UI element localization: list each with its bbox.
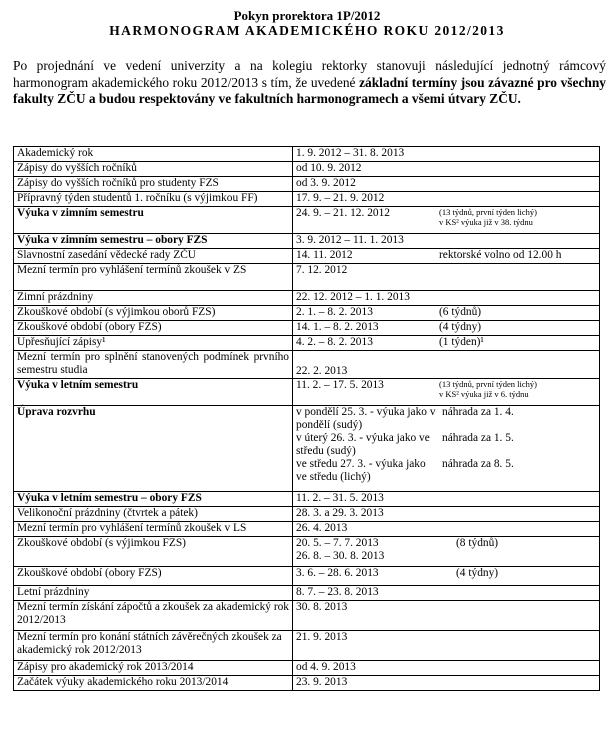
row-note: (4 týdny) <box>436 321 600 336</box>
schedule-table <box>13 146 600 691</box>
row-note: (6 týdnů) <box>436 306 600 321</box>
row-label: Velikonoční prázdniny (čtvrtek a pátek) <box>14 507 293 522</box>
row-label: Mezní termín získání zápočtů a zkoušek za akademický rok 2012/2013 <box>14 601 293 631</box>
row-label: Mezní termín pro konání státních závěrečných zkoušek za akademický rok 2012/2013 <box>14 631 293 661</box>
table-row <box>14 586 600 601</box>
date-line: 20. 5. – 7. 7. 2013 <box>296 537 379 549</box>
row-note <box>436 351 600 379</box>
adjustment-text: v úterý 26. 3. - výuka jako ve středu (sudý) <box>296 432 430 457</box>
row-date: od 4. 9. 2013 <box>293 661 437 676</box>
row-note: (8 týdnů) <box>436 537 600 567</box>
row-label: Letní prázdniny <box>14 586 293 601</box>
row-note <box>436 522 600 537</box>
row-label: Výuka v letním semestru <box>14 379 293 406</box>
table-row <box>14 492 600 507</box>
row-note <box>436 147 600 162</box>
table-row <box>14 291 600 306</box>
directive-title: Pokyn prorektora 1P/2012 <box>233 8 381 23</box>
row-date: 14. 1. – 8. 2. 2013 <box>293 321 437 336</box>
table-row <box>14 321 600 336</box>
row-date: 22. 12. 2012 – 1. 1. 2013 <box>293 291 437 306</box>
table-row <box>14 234 600 249</box>
table-row <box>14 336 600 351</box>
row-date: 30. 8. 2013 <box>293 601 437 631</box>
row-note <box>436 676 600 691</box>
adjustment-text: v pondělí 25. 3. - výuka jako v pondělí (sudý) <box>296 406 436 431</box>
table-row <box>14 379 600 406</box>
row-note <box>436 492 600 507</box>
row-note <box>436 379 600 406</box>
row-label: Zápisy do vyšších ročníků pro studenty FZS <box>14 177 293 192</box>
row-label: Zápisy do vyšších ročníků <box>14 162 293 177</box>
row-note <box>436 162 600 177</box>
row-date: od 3. 9. 2012 <box>293 177 437 192</box>
row-date: 1. 9. 2012 – 31. 8. 2013 <box>293 147 437 162</box>
row-date <box>293 537 437 567</box>
table-row <box>14 507 600 522</box>
row-date: 3. 9. 2012 – 11. 1. 2013 <box>293 234 437 249</box>
row-date: 17. 9. – 21. 9. 2012 <box>293 192 437 207</box>
row-label: Mezní termín pro splnění stanovených podmínek prvního semestru studia <box>14 351 293 379</box>
schedule-adjustment-cell <box>293 406 600 492</box>
row-date: 7. 12. 2012 <box>293 264 437 291</box>
table-row <box>14 661 600 676</box>
intro-bold-text: základní termíny jsou závazné pro všechny fakulty ZČU a budou respektovány ve fakultních harmonogramech a všemi útvary ZČU. <box>13 74 606 106</box>
row-date: 22. 2. 2013 <box>293 351 437 379</box>
table-row <box>14 406 600 492</box>
intro-text: Po projednání ve vedení univerzity a na kolegiu rektorky stanovuji následující jednotný rámcový harmonogram akademického roku 2012/2013 s tím, že uvedené <box>13 58 606 90</box>
row-date: 21. 9. 2013 <box>293 631 437 661</box>
row-note <box>436 234 600 249</box>
row-label: Zápisy pro akademický rok 2013/2014 <box>14 661 293 676</box>
row-date: 24. 9. – 21. 12. 2012 <box>293 207 437 234</box>
row-note: (1 týden)¹ <box>436 336 600 351</box>
table-row <box>14 522 600 537</box>
table-row <box>14 192 600 207</box>
row-label: Akademický rok <box>14 147 293 162</box>
row-date: 11. 2. – 17. 5. 2013 <box>293 379 437 406</box>
table-row <box>14 264 600 291</box>
note-line: (13 týdnů, první týden lichý) <box>439 379 537 389</box>
table-row <box>14 601 600 631</box>
table-row <box>14 567 600 586</box>
date-line: 26. 8. – 30. 8. 2013 <box>296 550 385 562</box>
table-row <box>14 306 600 321</box>
adjustment-text: ve středu 27. 3. - výuka jako ve středu (lichý) <box>296 458 426 483</box>
row-note <box>436 177 600 192</box>
row-label: Zimní prázdniny <box>14 291 293 306</box>
schedule-title: HARMONOGRAM AKADEMICKÉHO ROKU 2012/2013 <box>109 23 505 38</box>
row-note <box>436 586 600 601</box>
document-header <box>0 8 614 39</box>
row-date: 23. 9. 2013 <box>293 676 437 691</box>
row-note <box>436 207 600 234</box>
note-line: (13 týdnů, první týden lichý) <box>439 207 537 217</box>
row-note <box>436 601 600 631</box>
row-date: 2. 1. – 8. 2. 2013 <box>293 306 437 321</box>
row-date: 14. 11. 2012 <box>293 249 437 264</box>
row-label: Mezní termín pro vyhlášení termínů zkoušek v ZS <box>14 264 293 291</box>
row-label: Slavnostní zasedání vědecké rady ZČU <box>14 249 293 264</box>
row-label: Přípravný týden studentů 1. ročníku (s výjimkou FF) <box>14 192 293 207</box>
adjustment-replacement: náhrada za 1. 4. <box>442 406 514 418</box>
row-label: Výuka v letním semestru – obory FZS <box>14 492 293 507</box>
adjustment-replacement: náhrada za 1. 5. <box>442 432 514 444</box>
row-date: 3. 6. – 28. 6. 2013 <box>293 567 437 586</box>
adjustment-replacement: náhrada za 8. 5. <box>442 458 514 470</box>
table-row <box>14 177 600 192</box>
row-label: Úprava rozvrhu <box>14 406 293 492</box>
row-date: 8. 7. – 23. 8. 2013 <box>293 586 437 601</box>
row-label: Začátek výuky akademického roku 2013/2014 <box>14 676 293 691</box>
row-date: 4. 2. – 8. 2. 2013 <box>293 336 437 351</box>
row-label: Mezní termín pro vyhlášení termínů zkoušek v LS <box>14 522 293 537</box>
row-note <box>436 507 600 522</box>
row-label: Výuka v zimním semestru – obory FZS <box>14 234 293 249</box>
table-row <box>14 147 600 162</box>
row-label: Upřesňující zápisy¹ <box>14 336 293 351</box>
intro-paragraph <box>13 58 606 108</box>
row-note <box>436 661 600 676</box>
table-row <box>14 351 600 379</box>
row-note: rektorské volno od 12.00 h <box>436 249 600 264</box>
row-label: Zkouškové období (obory FZS) <box>14 567 293 586</box>
schedule-adjustment-list <box>296 406 596 484</box>
row-date: 26. 4. 2013 <box>293 522 437 537</box>
note-line: v KS² výuka již v 38. týdnu <box>439 217 533 227</box>
row-note <box>436 192 600 207</box>
row-label: Výuka v zimním semestru <box>14 207 293 234</box>
table-row <box>14 631 600 661</box>
table-row <box>14 537 600 567</box>
row-note <box>436 291 600 306</box>
row-date: od 10. 9. 2012 <box>293 162 437 177</box>
table-row <box>14 207 600 234</box>
row-label: Zkouškové období (s výjimkou oborů FZS) <box>14 306 293 321</box>
table-row <box>14 676 600 691</box>
row-note <box>436 264 600 291</box>
row-date: 11. 2. – 31. 5. 2013 <box>293 492 437 507</box>
note-line: v KS² výuka již v 6. týdnu <box>439 389 529 399</box>
row-note: (4 týdny) <box>436 567 600 586</box>
row-label: Zkouškové období (obory FZS) <box>14 321 293 336</box>
row-label: Zkouškové období (s výjimkou FZS) <box>14 537 293 567</box>
table-row <box>14 249 600 264</box>
row-note <box>436 631 600 661</box>
row-date: 28. 3. a 29. 3. 2013 <box>293 507 437 522</box>
table-row <box>14 162 600 177</box>
